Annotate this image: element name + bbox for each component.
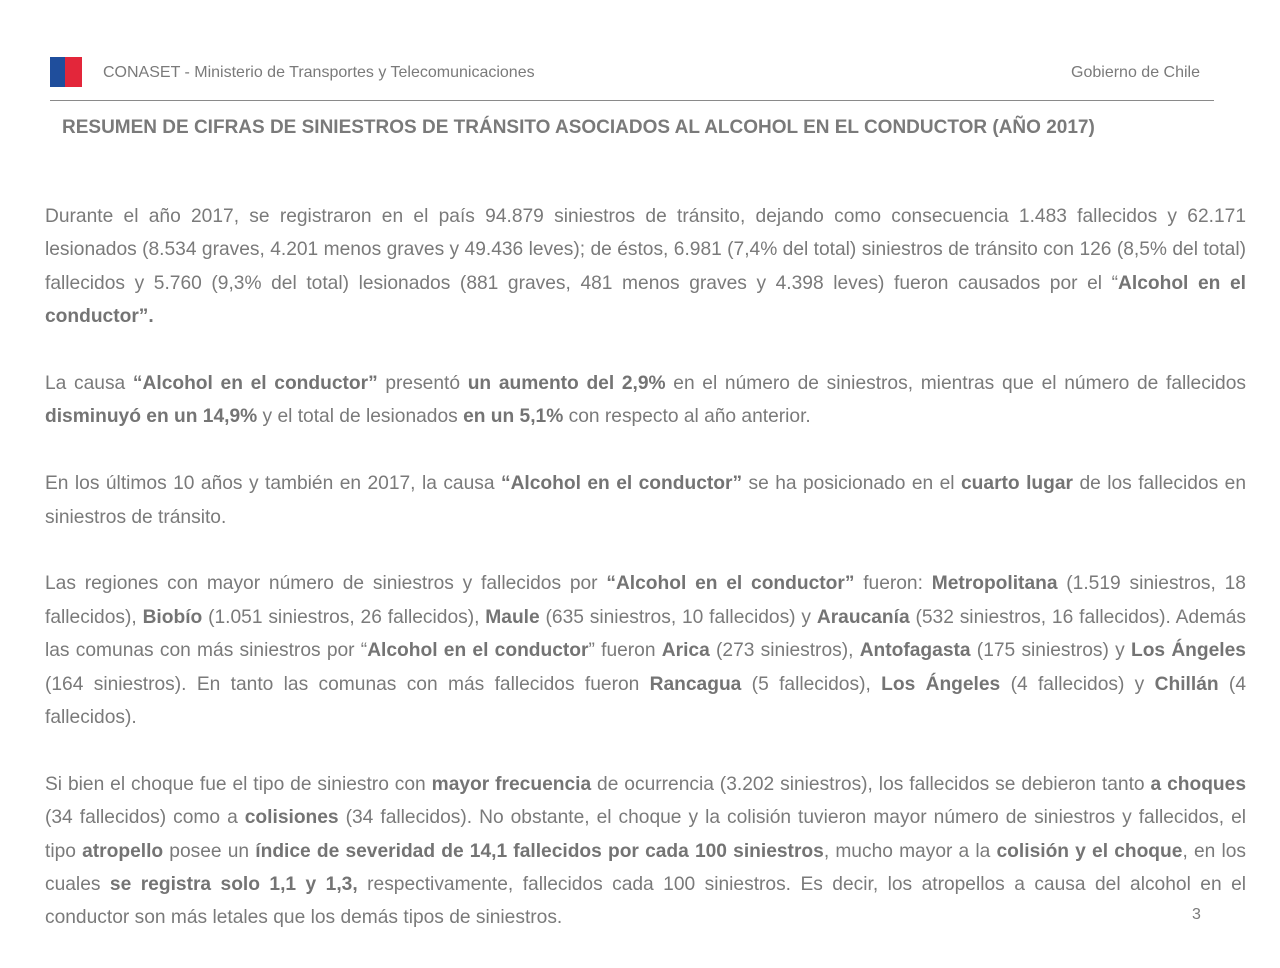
text: de ocurrencia (3.202 siniestros), los fallecidos se debieron tanto bbox=[591, 773, 1151, 795]
text: (273 siniestros), bbox=[709, 640, 860, 662]
text: , en los cuales bbox=[45, 840, 1246, 896]
header-government: Gobierno de Chile bbox=[1071, 64, 1200, 81]
bold-text: “Alcohol en el conductor” bbox=[606, 573, 855, 595]
paragraph bbox=[45, 367, 1246, 434]
text: (1.051 siniestros, 26 fallecidos), bbox=[202, 606, 486, 628]
bold-text: a choques bbox=[1150, 773, 1246, 795]
text: (4 fallecidos) y bbox=[1000, 673, 1155, 695]
bold-text: Antofagasta bbox=[859, 640, 971, 662]
text: (635 siniestros, 10 fallecidos) y bbox=[539, 606, 817, 628]
paragraph bbox=[45, 567, 1246, 734]
bold-text: mayor frecuencia bbox=[431, 773, 592, 795]
page-number: 3 bbox=[1192, 906, 1201, 923]
text: fueron: bbox=[854, 573, 932, 595]
text: con respecto al año anterior. bbox=[563, 406, 811, 428]
text: Durante el año 2017, se registraron en el país 94.879 siniestros de tránsito, dejando como consecuencia 1.483 fallecidos y 62.171 lesionados (8.534 graves, 4.201 menos graves y 49.436 leves); de éstos, 6.981 (7,4% del total) siniestros de tránsito con 126 (8,5% del total) fallecidos y 5.760 (9,3% del total) lesionados (881 graves, 481 menos graves y 4.398 leves) fueron causados por el “ bbox=[45, 206, 1246, 294]
text: (5 fallecidos), bbox=[741, 673, 882, 695]
text: Si bien el choque fue el tipo de siniestro con bbox=[45, 773, 432, 795]
text: (164 siniestros). En tanto las comunas con más fallecidos fueron bbox=[45, 673, 650, 695]
page-title: RESUMEN DE CIFRAS DE SINIESTROS DE TRÁNSITO ASOCIADOS AL ALCOHOL EN EL CONDUCTOR (AÑO 2017) bbox=[62, 117, 1095, 138]
text: (1.519 siniestros, 18 fallecidos), bbox=[45, 573, 1246, 628]
text: La causa bbox=[45, 373, 133, 395]
text: ” fueron bbox=[588, 640, 662, 662]
text: (4 fallecidos). bbox=[45, 673, 1246, 729]
bold-text: atropello bbox=[82, 840, 164, 862]
text: respectivamente, fallecidos cada 100 siniestros. Es decir, los atropellos a causa del alcohol en el conductor son más letales que los demás tipos de siniestros. bbox=[45, 874, 1247, 929]
bold-text: Maule bbox=[485, 606, 540, 628]
text: , mucho mayor a la bbox=[823, 840, 997, 862]
bold-text: Metropolitana bbox=[931, 573, 1058, 595]
bold-text: Chillán bbox=[1154, 673, 1219, 695]
bold-text: cuarto lugar bbox=[961, 473, 1074, 495]
header-divider bbox=[50, 100, 1214, 101]
bold-text: un aumento del 2,9% bbox=[467, 373, 666, 395]
paragraph bbox=[45, 467, 1246, 534]
text: Las regiones con mayor número de siniestros y fallecidos por bbox=[45, 573, 607, 595]
text: posee un bbox=[163, 840, 256, 862]
chile-flag-logo bbox=[50, 57, 82, 87]
bold-text: colisión y el choque bbox=[996, 840, 1183, 862]
bold-text: Biobío bbox=[142, 606, 203, 628]
text: (175 siniestros) y bbox=[970, 640, 1131, 662]
text: (34 fallecidos). No obstante, el choque y la colisión tuvieron mayor número de siniestros y fallecidos, el tipo bbox=[45, 807, 1246, 862]
text: de los fallecidos en siniestros de tránsito. bbox=[45, 473, 1246, 528]
paragraph bbox=[45, 768, 1246, 935]
text: presentó bbox=[377, 373, 468, 395]
bold-text: en un 5,1% bbox=[463, 406, 564, 428]
header-organization: CONASET - Ministerio de Transportes y Telecomunicaciones bbox=[103, 64, 535, 81]
document-body bbox=[45, 200, 1246, 968]
bold-text: “Alcohol en el conductor” bbox=[132, 373, 378, 395]
bold-text: Alcohol en el conductor”. bbox=[45, 272, 1246, 328]
text: se ha posicionado en el bbox=[742, 473, 962, 495]
bold-text: “Alcohol en el conductor” bbox=[500, 473, 743, 495]
bold-text: Rancagua bbox=[649, 673, 742, 695]
text: y el total de lesionados bbox=[257, 406, 464, 428]
bold-text: Araucanía bbox=[816, 606, 910, 628]
paragraph bbox=[45, 200, 1246, 334]
bold-text: Los Ángeles bbox=[881, 673, 1001, 695]
text: en el número de siniestros, mientras que el número de fallecidos bbox=[665, 373, 1246, 395]
text: (532 siniestros, 16 fallecidos). Además las comunas con más siniestros por “ bbox=[45, 606, 1246, 662]
text: (34 fallecidos) como a bbox=[45, 807, 245, 829]
bold-text: colisiones bbox=[244, 807, 339, 829]
text: En los últimos 10 años y también en 2017, la causa bbox=[45, 473, 501, 495]
bold-text: Alcohol en el conductor bbox=[367, 640, 589, 662]
bold-text: disminuyó en un 14,9% bbox=[45, 406, 258, 428]
bold-text: índice de severidad de 14,1 fallecidos por cada 100 siniestros bbox=[255, 840, 824, 862]
bold-text: Los Ángeles bbox=[1130, 640, 1246, 662]
bold-text: Arica bbox=[661, 640, 710, 662]
bold-text: se registra solo 1,1 y 1,3, bbox=[109, 874, 358, 896]
